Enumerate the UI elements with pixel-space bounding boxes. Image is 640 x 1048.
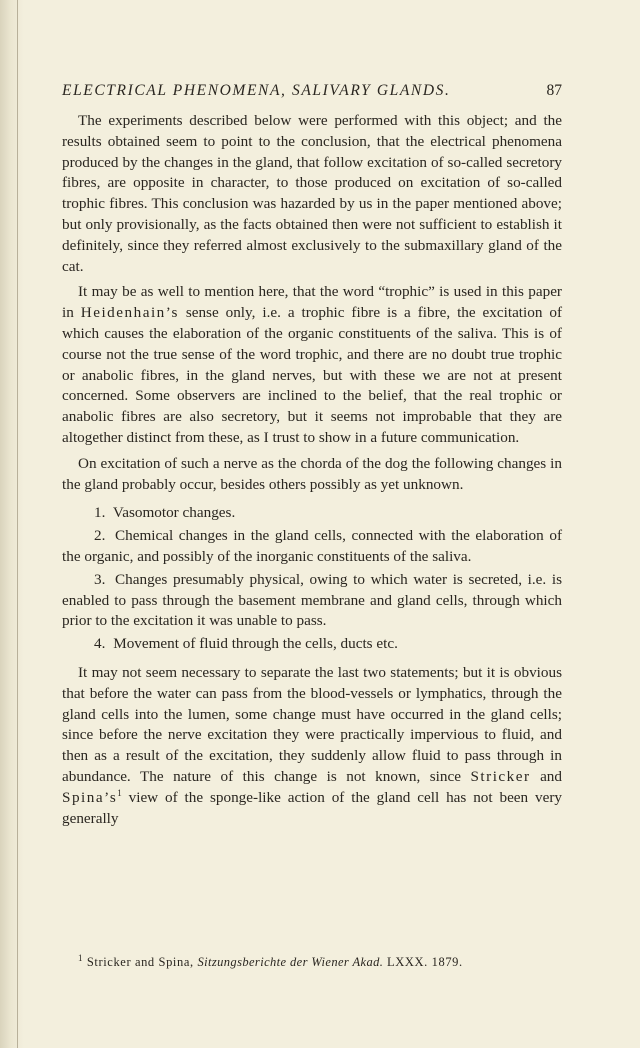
- page-content: [62, 82, 562, 829]
- author-name-spina: Spina’s: [62, 788, 118, 806]
- list-item-number: 3.: [94, 570, 106, 588]
- footnote-authors: Stricker and Spina,: [86, 955, 194, 969]
- changes-list: [62, 503, 562, 655]
- paragraph-4-and: and: [540, 767, 562, 785]
- paragraph-3: On excitation of such a nerve as the chorda of the dog the following changes in the gland probably occur, besides others possibly as yet unknown.: [62, 454, 562, 493]
- paragraph-4-rest: view of the sponge-like action of the gland cell has not been very generally: [62, 788, 563, 827]
- body-text: [62, 111, 562, 829]
- list-item-number: 4.: [94, 635, 106, 653]
- paragraph-4: [62, 663, 562, 829]
- list-item: [62, 570, 562, 632]
- author-name-stricker: Stricker: [470, 767, 531, 785]
- list-item-number: 1.: [94, 504, 106, 522]
- list-item: [62, 503, 562, 524]
- list-item: [62, 526, 562, 568]
- list-item-text: Movement of fluid through the cells, ducts etc.: [113, 635, 398, 653]
- paragraph-1: The experiments described below were performed with this object; and the results obtained seem to point to the conclusion, that the electrical phenomena produced by the changes in the gland, that follow excitation of so-called secretory fibres, are opposite in character, to those produced on excitation of so-called trophic fibres. This conclusion was hazarded by us in the paper mentioned above; but only provisionally, as the facts obtained then were not sufficient to establish it definitely, since they referred almost exclusively to the submaxillary gland of the cat.: [62, 112, 562, 275]
- author-name-heidenhain: Heidenhain’s: [80, 304, 179, 322]
- list-item-number: 2.: [94, 527, 106, 545]
- footnote-journal: Sitzungsberichte der Wiener Akad.: [197, 955, 384, 969]
- footnote-reference-text: LXXX. 1879.: [387, 955, 463, 969]
- paragraph-4-start: It may not seem necessary to separate the last two statements; but it is obvious that before the water can pass from the blood-vessels or lymphatics, through the gland cells into the lumen, some change must have occurred in the gland cells; since before the nerve excitation they were practically impervious to fluid, and then as a result of the excitation, they suddenly allow fluid to pass through in abundance. The nature of this change is not known, since: [62, 663, 562, 785]
- binding-shadow: [0, 0, 24, 1048]
- paragraph-2: [62, 282, 562, 448]
- footnote-marker: 1: [78, 952, 84, 963]
- footnote-reference: 1: [117, 787, 122, 798]
- running-head-title: ELECTRICAL PHENOMENA, SALIVARY GLANDS.: [62, 82, 451, 99]
- list-item: [62, 634, 562, 655]
- paragraph-2-rest: sense only, i.e. a trophic fibre is a fibre, the excitation of which causes the elaboration of the organic constituents of the saliva. This is of course not the true sense of the word trophic, and there are no doubt true trophic or anabolic fibres, in the gland nerves, but with these we are not at present concerned. Some observers are inclined to the belief, that the real trophic or anabolic fibres are also secretory, but it seems not improbable that they are altogether distinct from these, as I trust to show in a future communication.: [62, 304, 563, 446]
- list-item-text: Changes presumably physical, owing to which water is secreted, i.e. is enabled to pass through the basement membrane and gland cells, through which prior to the excitation it was unable to pass.: [62, 570, 562, 630]
- paragraph-2-start: It may be as well to mention here, that the word “trophic” is used in this paper in: [62, 283, 562, 322]
- list-item-text: Vasomotor changes.: [112, 504, 236, 522]
- running-head: [62, 82, 562, 100]
- footnote: [62, 954, 578, 970]
- binding-edge-line: [17, 0, 18, 1048]
- list-item-text: Chemical changes in the gland cells, connected with the elaboration of the organic, and possibly of the inorganic constituents of the saliva.: [62, 527, 562, 565]
- page-number: 87: [546, 82, 562, 99]
